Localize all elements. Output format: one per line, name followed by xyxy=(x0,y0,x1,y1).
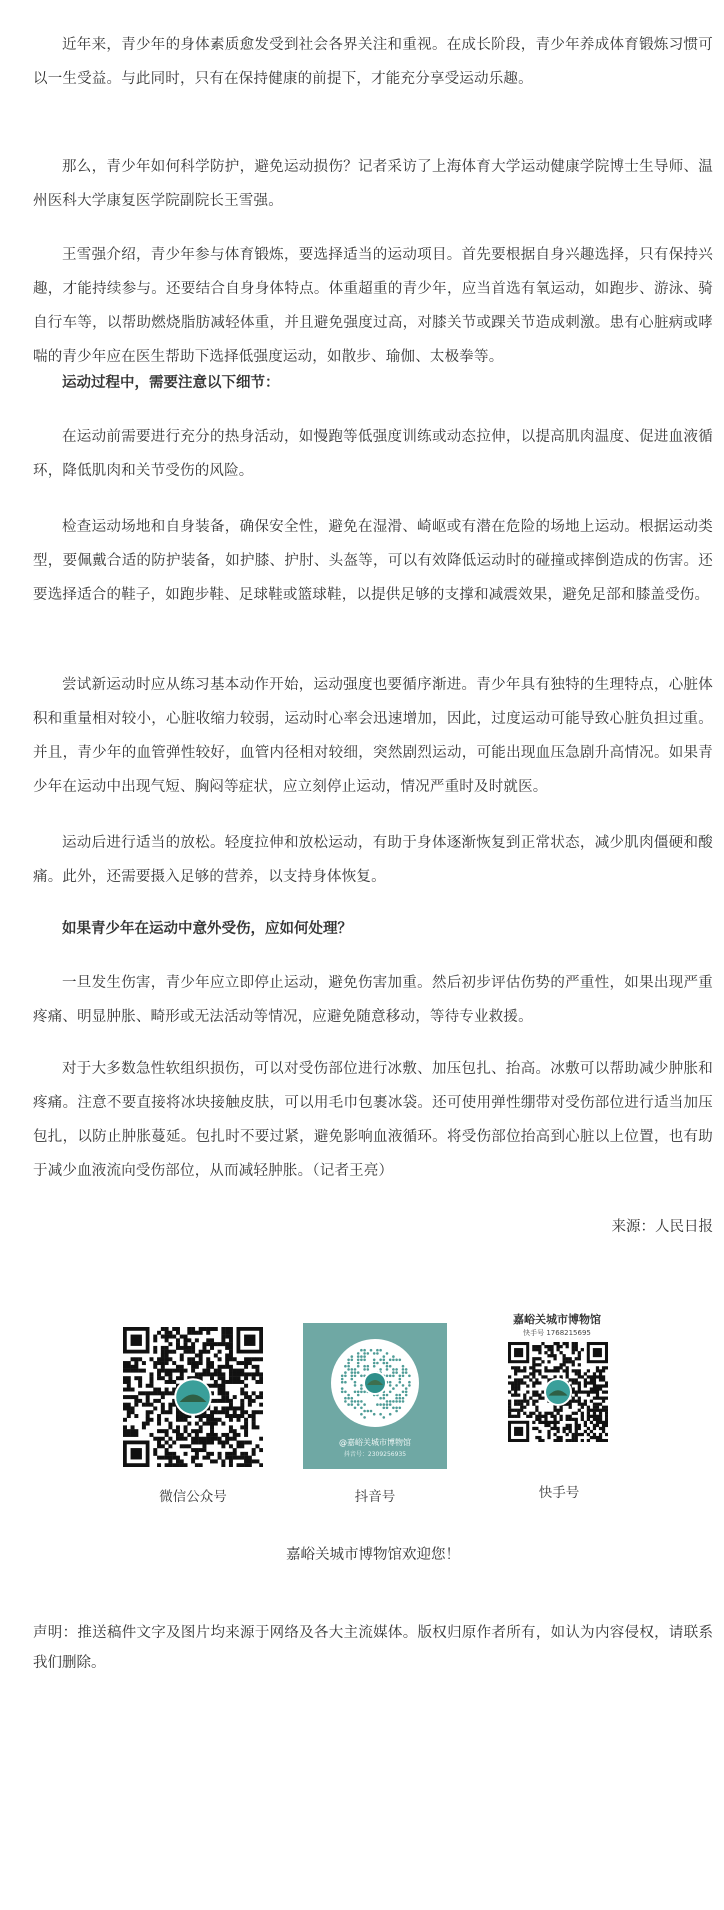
wechat-qr-icon xyxy=(123,1327,263,1467)
douyin-qr-card xyxy=(303,1323,447,1469)
kuaishou-title: 嘉峪关城市博物馆 xyxy=(513,1313,601,1326)
paragraph-warmup: 在运动前需要进行充分的热身活动，如慢跑等低强度训练或动态拉伸，以提高肌肉温度、促进血液循环，降低肌肉和关节受伤的风险。 xyxy=(33,429,713,479)
disclaimer: 声明：推送稿件文字及图片均来源于网络及各大主流媒体。版权归原作者所有，如认为内容侵权，请联系我们删除。 xyxy=(33,1625,713,1671)
douyin-caption: 抖音号 xyxy=(354,1489,396,1505)
paragraph-new-sport: 尝试新运动时应从练习基本动作开始，运动强度也要循序渐进。青少年具有独特的生理特点，心脏体积和重量相对较小，心脏收缩力较弱，运动时心率会迅速增加，因此，过度运动可能导致心脏负担过重。并且，青少年的血管弹性较好，血管内径相对较细，突然剧烈运动，可能出现血压急剧升高情况。如果青少年在运动中出现气短、胸闷等症状，应立刻停止运动，情况严重时及时就医。 xyxy=(33,677,713,795)
paragraph-equipment: 检查运动场地和自身装备，确保安全性，避免在湿滑、崎岖或有潜在危险的场地上运动。根据运动类型，要佩戴合适的防护装备，如护膝、护肘、头盔等，可以有效降低运动时的碰撞或摔倒造成的伤害。还要选择适合的鞋子，如跑步鞋、足球鞋或篮球鞋，以提供足够的支撑和减震效果，避免足部和膝盖受伤。 xyxy=(33,519,713,603)
douyin-id: 抖音号：2309256935 xyxy=(343,1451,407,1458)
douyin-handle: @嘉峪关城市博物馆 xyxy=(339,1438,411,1447)
wechat-qr-code xyxy=(123,1327,263,1467)
kuaishou-qr-code xyxy=(508,1342,608,1442)
kuaishou-caption: 快手号 xyxy=(538,1485,580,1501)
welcome-message: 嘉峪关城市博物馆欢迎您！ xyxy=(286,1547,460,1563)
kuaishou-id: 快手号 1768215695 xyxy=(523,1329,591,1337)
paragraph-intro: 近年来，青少年的身体素质愈发受到社会各界关注和重视。在成长阶段，青少年养成体育锻炼习惯可以一生受益。与此同时，只有在保持健康的前提下，才能充分享受运动乐趣。 xyxy=(33,37,713,87)
wechat-caption: 微信公众号 xyxy=(159,1489,227,1505)
section-heading-injury: 如果青少年在运动中意外受伤，应如何处理？ xyxy=(62,921,352,937)
paragraph-stop: 一旦发生伤害，青少年应立即停止运动，避免伤害加重。然后初步评估伤势的严重性，如果出现严重疼痛、明显肿胀、畸形或无法活动等情况，应避免随意移动，等待专业救援。 xyxy=(33,975,713,1025)
paragraph-expert: 王雪强介绍，青少年参与体育锻炼，要选择适当的运动项目。首先要根据自身兴趣选择，只有保持兴趣，才能持续参与。还要结合自身身体特点。体重超重的青少年，应当首选有氧运动，如跑步、游泳、骑自行车等，以帮助燃烧脂肪减轻体重，并且避免强度过高，对膝关节或踝关节造成刺激。患有心脏病或哮喘的青少年应在医生帮助下选择低强度运动，如散步、瑜伽、太极拳等。 xyxy=(33,247,713,365)
section-heading-details: 运动过程中，需要注意以下细节： xyxy=(62,375,280,391)
kuaishou-qr-icon xyxy=(508,1342,608,1442)
paragraph-question: 那么，青少年如何科学防护，避免运动损伤？记者采访了上海体育大学运动健康学院博士生导师、温州医科大学康复医学院副院长王雪强。 xyxy=(33,159,713,209)
paragraph-treatment: 对于大多数急性软组织损伤，可以对受伤部位进行冰敷、加压包扎、抬高。冰敷可以帮助减少肿胀和疼痛。注意不要直接将冰块接触皮肤，可以用毛巾包裹冰袋。还可使用弹性绷带对受伤部位进行适当加压包扎，以防止肿胀蔓延。包扎时不要过紧，避免影响血液循环。将受伤部位抬高到心脏以上位置，也有助于减少血液流向受伤部位，从而减轻肿胀。（记者王亮） xyxy=(33,1061,713,1179)
paragraph-cooldown: 运动后进行适当的放松。轻度拉伸和放松运动，有助于身体逐渐恢复到正常状态，减少肌肉僵硬和酸痛。此外，还需要摄入足够的营养，以支持身体恢复。 xyxy=(33,835,713,885)
source-attribution: 来源：人民日报 xyxy=(611,1219,713,1235)
